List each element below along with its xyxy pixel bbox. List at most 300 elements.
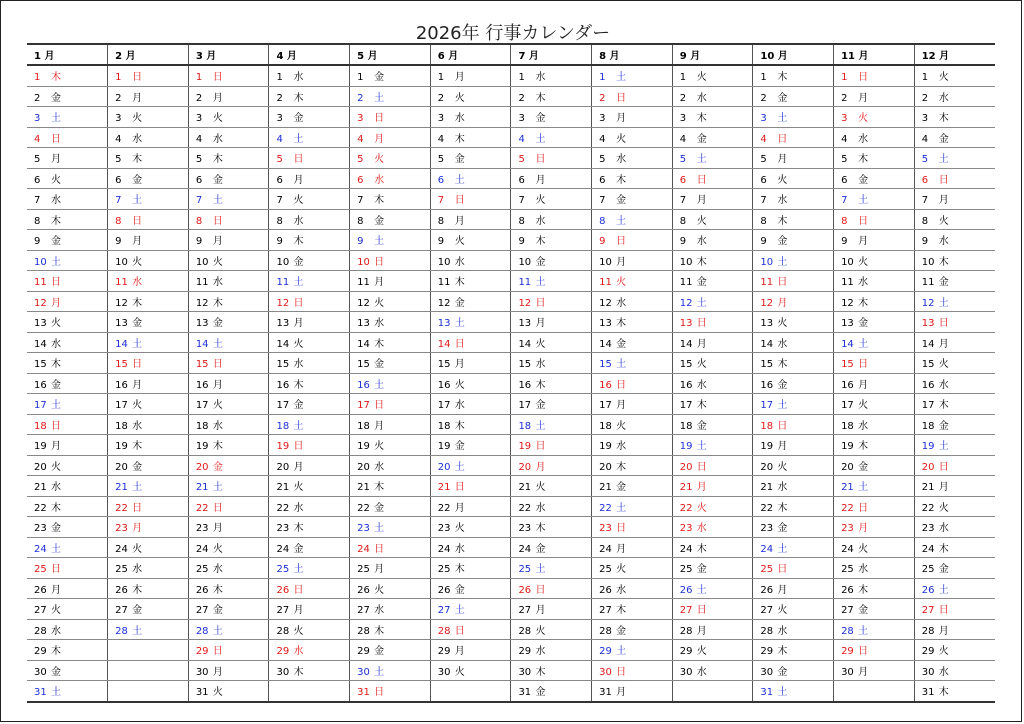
day-number: 20 <box>841 461 854 473</box>
day-number: 8 <box>921 215 929 227</box>
weekday-label: 火 <box>454 523 465 535</box>
day-number: 18 <box>34 420 47 432</box>
day-cell <box>672 517 753 538</box>
day-row <box>27 455 995 476</box>
day-number: 19 <box>518 441 532 453</box>
weekday-label: 日 <box>696 318 707 330</box>
weekday-label: 火 <box>696 72 707 84</box>
day-cell <box>753 65 834 86</box>
day-cell <box>753 230 834 251</box>
weekday-label: 金 <box>777 523 788 535</box>
day-cell <box>834 332 915 353</box>
day-cell <box>834 107 915 128</box>
day-cell <box>430 455 511 476</box>
day-number: 28 <box>34 625 47 637</box>
weekday-label: 月 <box>454 215 465 227</box>
day-number: 5 <box>921 154 929 166</box>
day-cell <box>511 578 592 599</box>
day-number: 11 <box>599 277 612 289</box>
weekday-label: 木 <box>132 584 143 596</box>
weekday-label: 月 <box>858 92 869 104</box>
day-cell <box>188 660 269 681</box>
day-number: 1 <box>276 72 283 84</box>
weekday-label: 火 <box>616 277 627 289</box>
day-number: 24 <box>679 543 693 555</box>
weekday-label: 土 <box>132 625 143 637</box>
weekday-label: 火 <box>535 338 546 350</box>
day-cell <box>350 291 431 312</box>
day-row <box>27 394 995 415</box>
weekday-label: 火 <box>293 338 304 350</box>
day-cell <box>269 332 350 353</box>
day-cell <box>753 517 834 538</box>
weekday-label: 火 <box>858 400 869 412</box>
day-cell <box>108 619 189 640</box>
day-number: 28 <box>760 625 774 637</box>
day-cell <box>27 599 108 620</box>
weekday-label: 木 <box>696 256 707 268</box>
day-cell <box>350 660 431 681</box>
day-number: 15 <box>760 359 774 371</box>
weekday-label: 水 <box>696 379 707 391</box>
day-number: 14 <box>921 338 935 350</box>
weekday-label: 土 <box>212 338 223 350</box>
weekday-label: 木 <box>374 195 385 207</box>
weekday-label: 月 <box>535 461 546 473</box>
weekday-label: 火 <box>454 666 465 678</box>
day-row <box>27 435 995 456</box>
day-number: 26 <box>841 584 854 596</box>
day-number: 9 <box>357 236 364 248</box>
day-cell <box>269 107 350 128</box>
day-cell <box>27 107 108 128</box>
day-number: 29 <box>34 646 47 658</box>
weekday-label: 木 <box>51 646 61 658</box>
weekday-label: 金 <box>858 605 869 617</box>
day-number: 9 <box>760 236 767 248</box>
day-cell <box>914 127 995 148</box>
weekday-label: 木 <box>212 297 223 309</box>
weekday-label: 木 <box>696 543 707 555</box>
day-cell <box>350 189 431 210</box>
day-cell <box>430 373 511 394</box>
day-number: 5 <box>841 154 848 166</box>
day-cell <box>753 578 834 599</box>
weekday-label: 金 <box>51 236 61 248</box>
day-number: 19 <box>921 441 935 453</box>
month-header-11: 11 月 <box>834 44 915 65</box>
day-cell <box>753 455 834 476</box>
day-number: 15 <box>518 359 532 371</box>
day-cell <box>108 496 189 517</box>
weekday-label: 日 <box>212 359 223 371</box>
day-number: 23 <box>518 523 532 535</box>
day-cell <box>914 230 995 251</box>
day-cell <box>592 373 673 394</box>
weekday-label: 水 <box>616 297 627 309</box>
day-number: 2 <box>276 92 283 104</box>
weekday-label: 日 <box>132 359 143 371</box>
weekday-label: 火 <box>938 646 949 658</box>
day-number: 23 <box>276 523 290 535</box>
day-number: 1 <box>437 72 445 84</box>
day-cell <box>269 619 350 640</box>
day-number: 14 <box>115 338 128 350</box>
day-cell <box>27 640 108 661</box>
day-cell <box>511 476 592 497</box>
weekday-label: 日 <box>212 502 223 514</box>
weekday-label: 金 <box>616 482 627 494</box>
month-header-row <box>27 44 995 65</box>
weekday-label: 金 <box>132 605 143 617</box>
day-cell <box>672 394 753 415</box>
day-number: 3 <box>357 113 364 125</box>
day-cell <box>672 65 753 86</box>
day-cell <box>834 148 915 169</box>
weekday-label: 月 <box>696 195 707 207</box>
weekday-label: 土 <box>696 297 707 309</box>
weekday-label: 水 <box>777 625 788 637</box>
weekday-label: 月 <box>616 256 627 268</box>
day-cell <box>914 435 995 456</box>
day-cell <box>914 168 995 189</box>
day-number: 7 <box>34 195 41 207</box>
day-number: 28 <box>679 625 693 637</box>
day-cell <box>672 537 753 558</box>
day-cell <box>511 373 592 394</box>
day-cell <box>350 619 431 640</box>
day-cell <box>511 619 592 640</box>
weekday-label: 金 <box>132 318 143 330</box>
day-number: 14 <box>518 338 532 350</box>
day-cell <box>672 660 753 681</box>
day-number: 18 <box>760 420 774 432</box>
weekday-label: 月 <box>616 113 627 125</box>
day-cell <box>27 291 108 312</box>
weekday-label: 木 <box>454 277 465 289</box>
day-number: 23 <box>760 523 774 535</box>
day-cell <box>511 291 592 312</box>
weekday-label: 水 <box>696 666 707 678</box>
weekday-label: 日 <box>777 564 788 576</box>
day-number: 24 <box>34 543 47 555</box>
day-number: 27 <box>760 605 774 617</box>
weekday-label: 木 <box>132 441 143 453</box>
weekday-label: 火 <box>777 318 788 330</box>
day-number: 4 <box>276 133 283 145</box>
day-number: 8 <box>115 215 122 227</box>
day-cell <box>592 86 673 107</box>
weekday-label: 木 <box>132 297 143 309</box>
day-number: 7 <box>518 195 525 207</box>
day-cell <box>269 65 350 86</box>
weekday-label: 月 <box>938 195 949 207</box>
day-number: 2 <box>921 92 929 104</box>
day-number: 4 <box>357 133 364 145</box>
weekday-label: 土 <box>51 543 61 555</box>
weekday-label: 木 <box>938 687 949 699</box>
day-number: 13 <box>437 318 451 330</box>
weekday-label: 日 <box>293 584 304 596</box>
day-cell <box>753 291 834 312</box>
day-cell <box>914 517 995 538</box>
day-number: 30 <box>437 666 451 678</box>
weekday-label: 金 <box>212 174 223 186</box>
day-number: 22 <box>195 502 209 514</box>
weekday-label: 土 <box>293 277 304 289</box>
day-number: 30 <box>760 666 774 678</box>
day-cell <box>27 373 108 394</box>
day-cell <box>269 271 350 292</box>
day-number: 3 <box>679 113 687 125</box>
day-number: 1 <box>599 72 606 84</box>
day-number: 4 <box>518 133 525 145</box>
day-cell <box>592 168 673 189</box>
day-number: 24 <box>276 543 290 555</box>
day-cell <box>188 107 269 128</box>
day-cell <box>914 250 995 271</box>
day-cell <box>592 65 673 86</box>
weekday-label: 日 <box>938 174 949 186</box>
day-cell <box>914 107 995 128</box>
weekday-label: 木 <box>293 666 304 678</box>
day-number: 26 <box>34 584 47 596</box>
day-cell <box>188 168 269 189</box>
weekday-label: 水 <box>454 543 465 555</box>
day-row <box>27 619 995 640</box>
day-cell <box>914 455 995 476</box>
day-cell <box>430 353 511 374</box>
weekday-label: 火 <box>212 113 223 125</box>
day-number: 13 <box>195 318 209 330</box>
weekday-label: 火 <box>374 297 385 309</box>
day-cell <box>108 291 189 312</box>
day-cell <box>834 537 915 558</box>
weekday-label: 木 <box>535 92 546 104</box>
day-cell <box>834 86 915 107</box>
day-cell <box>188 681 269 702</box>
weekday-label: 月 <box>132 379 143 391</box>
day-number: 22 <box>115 502 128 514</box>
day-number: 18 <box>437 420 451 432</box>
day-cell <box>834 414 915 435</box>
day-cell <box>188 455 269 476</box>
weekday-label: 月 <box>454 502 465 514</box>
day-number: 3 <box>276 113 283 125</box>
weekday-label: 木 <box>293 523 304 535</box>
weekday-label: 木 <box>454 420 465 432</box>
day-cell <box>350 537 431 558</box>
weekday-label: 金 <box>535 256 546 268</box>
day-number: 26 <box>518 584 532 596</box>
day-cell <box>188 640 269 661</box>
day-number: 13 <box>115 318 128 330</box>
weekday-label: 月 <box>535 318 546 330</box>
weekday-label: 日 <box>858 646 869 658</box>
day-cell <box>430 127 511 148</box>
day-cell <box>108 640 189 661</box>
day-cell <box>672 414 753 435</box>
day-row <box>27 107 995 128</box>
day-number: 14 <box>679 338 693 350</box>
day-cell <box>269 435 350 456</box>
weekday-label: 金 <box>938 564 949 576</box>
weekday-label: 水 <box>212 277 223 289</box>
day-number: 8 <box>276 215 283 227</box>
day-cell <box>914 394 995 415</box>
day-number: 29 <box>518 646 532 658</box>
weekday-label: 土 <box>132 482 143 494</box>
day-cell <box>592 332 673 353</box>
weekday-label: 土 <box>212 482 223 494</box>
day-number: 30 <box>276 666 290 678</box>
day-cell <box>430 65 511 86</box>
weekday-label: 木 <box>777 646 788 658</box>
day-number: 26 <box>195 584 209 596</box>
weekday-label: 火 <box>212 687 223 699</box>
day-cell <box>108 394 189 415</box>
weekday-label: 月 <box>938 338 949 350</box>
day-number: 17 <box>437 400 451 412</box>
day-number: 26 <box>276 584 290 596</box>
day-row <box>27 558 995 579</box>
weekday-label: 土 <box>777 543 788 555</box>
day-number: 10 <box>921 256 935 268</box>
day-number: 23 <box>679 523 693 535</box>
day-number: 4 <box>679 133 687 145</box>
day-number: 12 <box>115 297 128 309</box>
weekday-label: 火 <box>132 113 143 125</box>
day-number: 22 <box>437 502 451 514</box>
weekday-label: 木 <box>777 215 788 227</box>
day-cell <box>914 681 995 702</box>
day-cell <box>108 476 189 497</box>
day-number: 3 <box>841 113 848 125</box>
day-number: 24 <box>518 543 532 555</box>
day-cell <box>269 291 350 312</box>
day-number: 13 <box>760 318 774 330</box>
day-row <box>27 189 995 210</box>
weekday-label: 水 <box>777 482 788 494</box>
day-cell <box>108 455 189 476</box>
day-cell <box>753 373 834 394</box>
day-number: 27 <box>34 605 47 617</box>
weekday-label: 金 <box>51 92 61 104</box>
weekday-label: 水 <box>132 564 143 576</box>
weekday-label: 土 <box>535 133 546 145</box>
day-number: 7 <box>115 195 122 207</box>
day-number: 2 <box>599 92 606 104</box>
day-cell <box>753 332 834 353</box>
weekday-label: 木 <box>777 502 788 514</box>
day-number: 13 <box>276 318 290 330</box>
day-number: 29 <box>841 646 854 658</box>
weekday-label: 日 <box>132 502 143 514</box>
day-number: 20 <box>276 461 290 473</box>
day-cell <box>188 578 269 599</box>
day-cell <box>914 660 995 681</box>
day-cell <box>753 414 834 435</box>
day-number: 22 <box>518 502 532 514</box>
day-number: 27 <box>841 605 854 617</box>
weekday-label: 火 <box>858 256 869 268</box>
month-header-5: 5 月 <box>350 44 431 65</box>
day-number: 22 <box>276 502 290 514</box>
day-row <box>27 209 995 230</box>
day-cell <box>430 558 511 579</box>
day-cell <box>592 537 673 558</box>
day-number: 24 <box>599 543 612 555</box>
weekday-label: 火 <box>535 625 546 637</box>
weekday-label: 金 <box>293 256 304 268</box>
weekday-label: 金 <box>535 400 546 412</box>
weekday-label: 土 <box>374 523 385 535</box>
weekday-label: 水 <box>212 420 223 432</box>
day-cell <box>914 373 995 394</box>
day-number: 18 <box>115 420 128 432</box>
day-cell <box>753 681 834 702</box>
day-cell <box>914 640 995 661</box>
day-cell <box>350 394 431 415</box>
day-number: 25 <box>679 564 693 576</box>
weekday-label: 土 <box>212 195 223 207</box>
weekday-label: 火 <box>212 543 223 555</box>
weekday-label: 金 <box>51 523 61 535</box>
weekday-label: 土 <box>51 256 61 268</box>
day-cell <box>834 517 915 538</box>
weekday-label: 月 <box>696 338 707 350</box>
day-cell <box>511 271 592 292</box>
day-cell <box>592 271 673 292</box>
day-cell <box>350 414 431 435</box>
day-number: 10 <box>679 256 693 268</box>
day-number: 28 <box>599 625 612 637</box>
day-number: 15 <box>679 359 693 371</box>
day-cell <box>511 107 592 128</box>
day-cell <box>188 209 269 230</box>
day-number: 28 <box>437 625 451 637</box>
day-row <box>27 660 995 681</box>
day-cell <box>592 619 673 640</box>
weekday-label: 日 <box>212 646 223 658</box>
weekday-label: 木 <box>858 297 869 309</box>
day-cell <box>753 312 834 333</box>
day-number: 24 <box>115 543 128 555</box>
weekday-label: 日 <box>374 400 385 412</box>
day-cell <box>108 558 189 579</box>
day-cell <box>834 250 915 271</box>
weekday-label: 土 <box>858 195 869 207</box>
day-number: 9 <box>276 236 283 248</box>
day-cell <box>350 332 431 353</box>
weekday-label: 土 <box>696 441 707 453</box>
day-number: 21 <box>437 482 451 494</box>
weekday-label: 金 <box>374 359 385 371</box>
weekday-label: 火 <box>51 174 61 186</box>
day-number: 21 <box>276 482 290 494</box>
day-cell <box>672 373 753 394</box>
day-cell <box>269 250 350 271</box>
weekday-label: 土 <box>858 338 869 350</box>
day-cell <box>27 517 108 538</box>
day-number: 12 <box>841 297 854 309</box>
day-cell <box>350 517 431 538</box>
day-number: 5 <box>34 154 41 166</box>
day-cell <box>188 291 269 312</box>
day-number: 27 <box>357 605 370 617</box>
day-cell <box>430 476 511 497</box>
day-number: 7 <box>841 195 848 207</box>
